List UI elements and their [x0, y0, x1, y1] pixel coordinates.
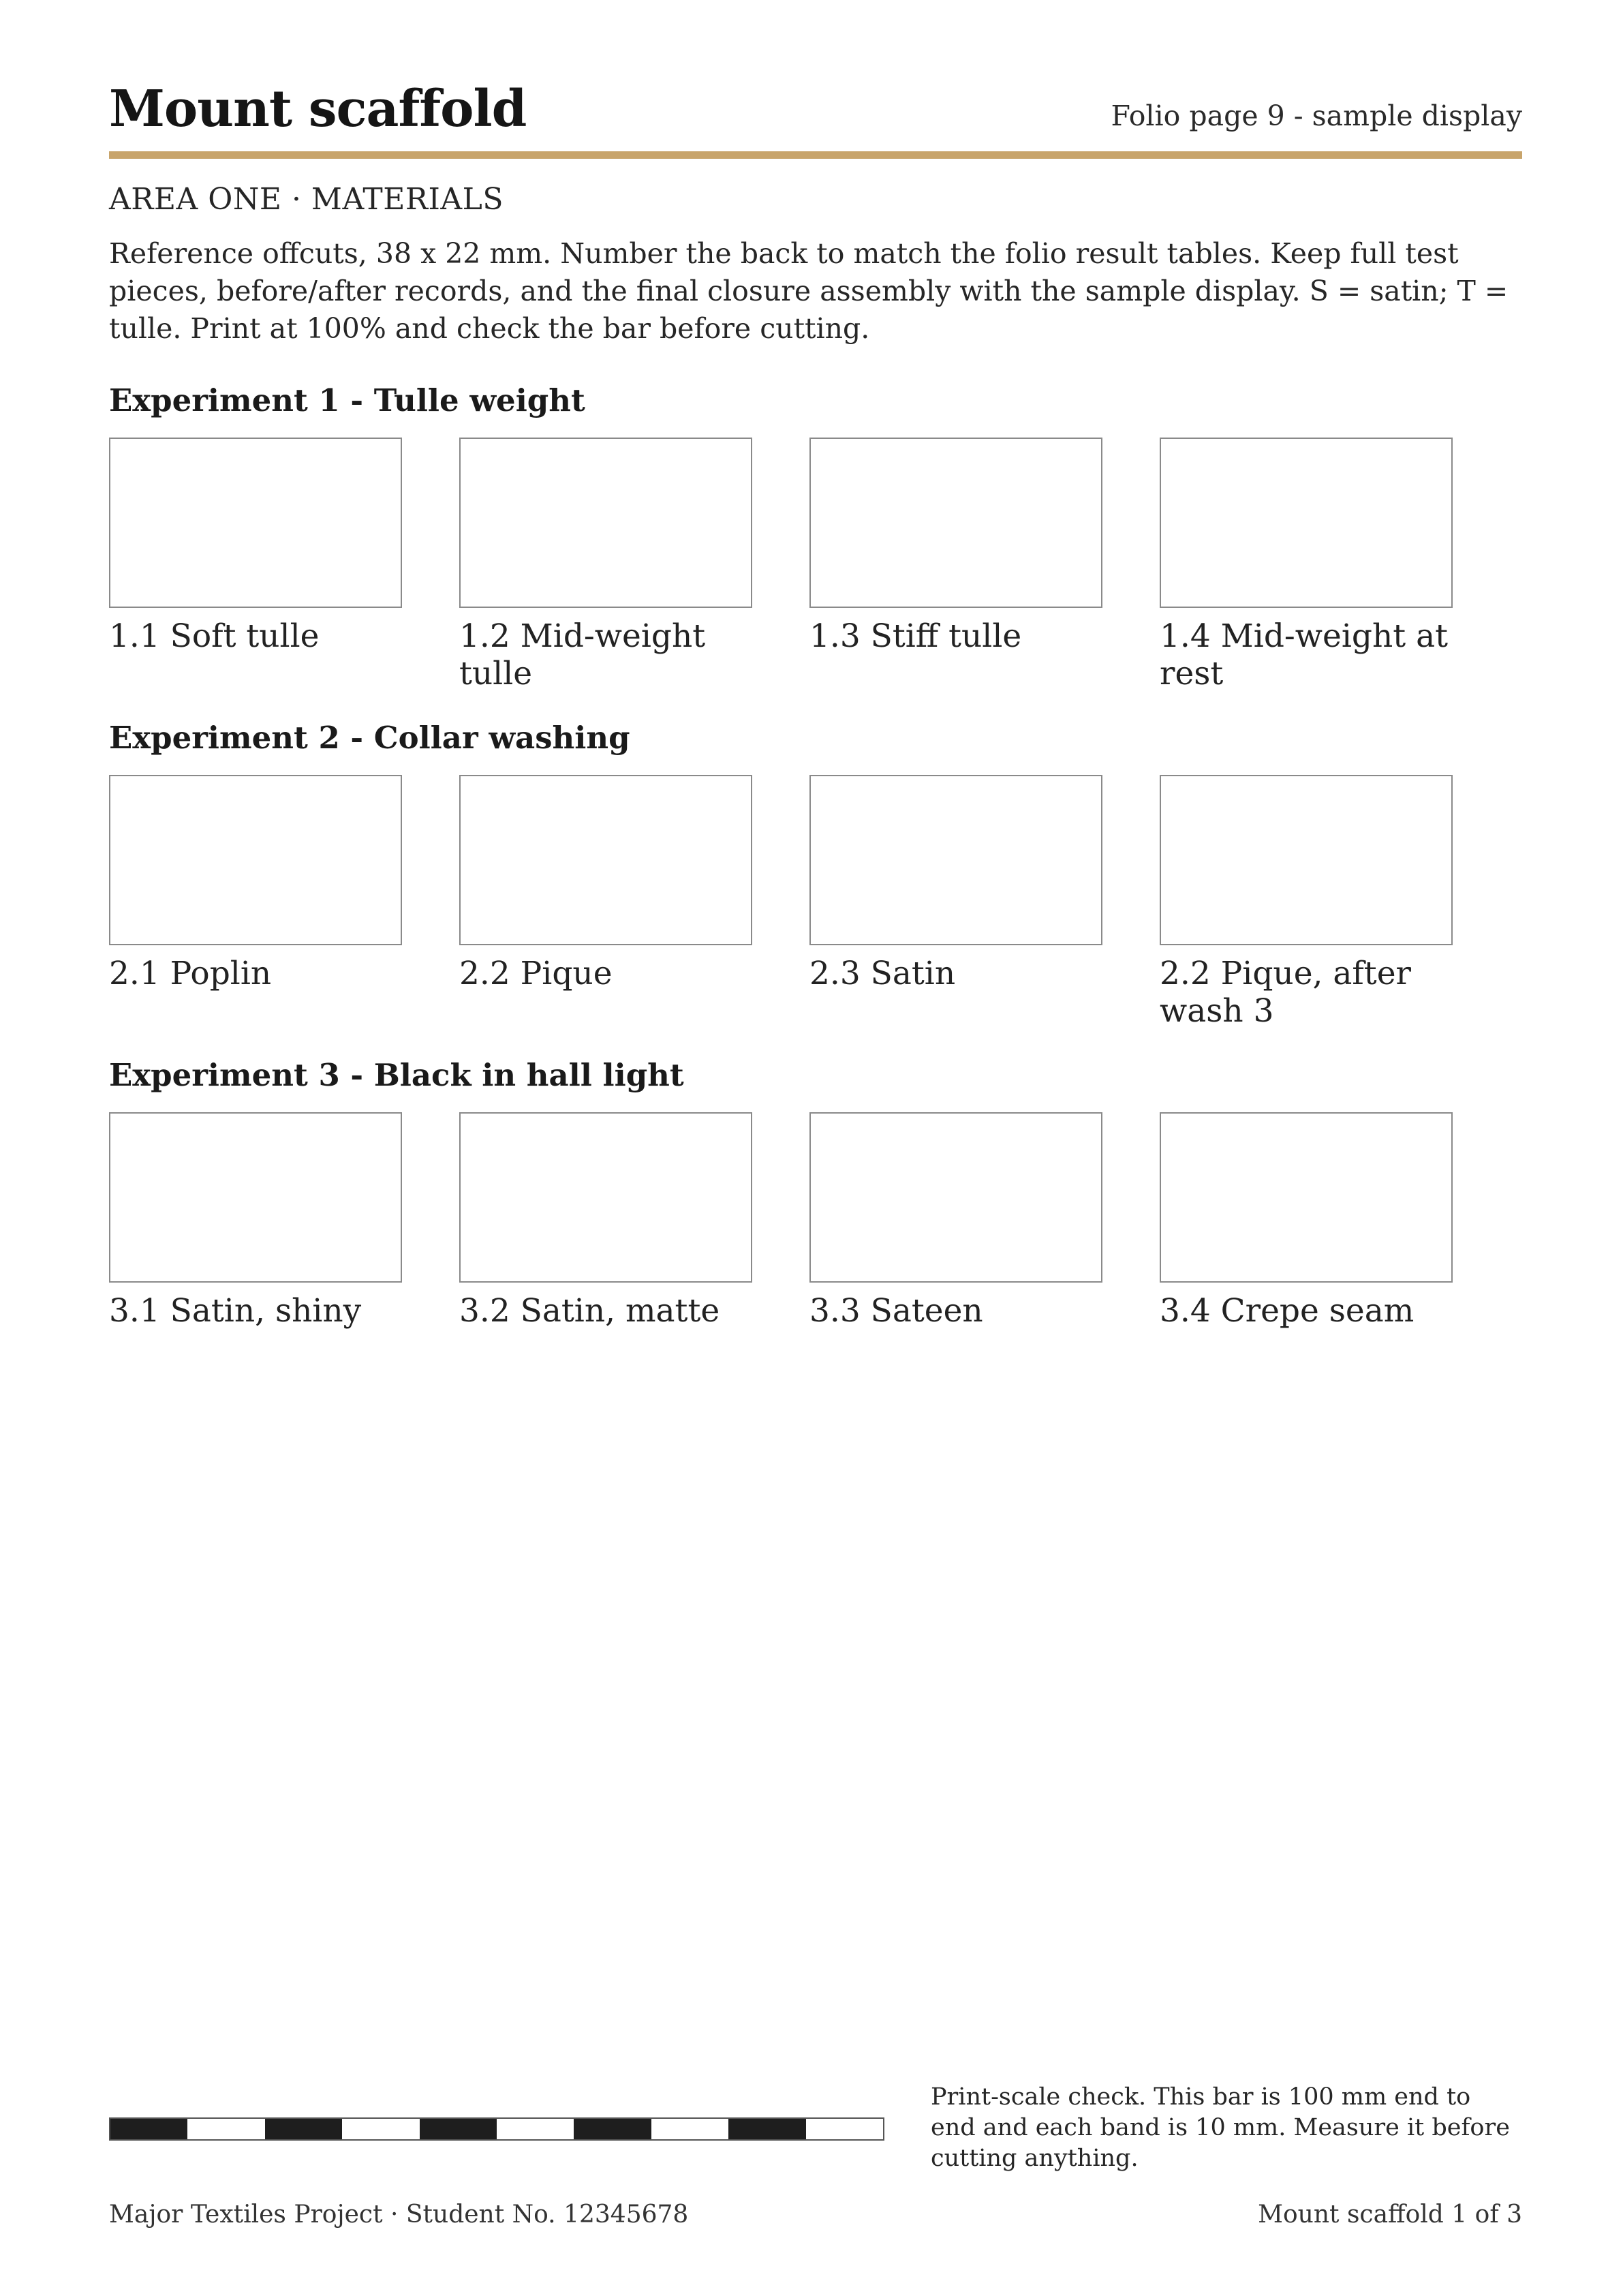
swatch-box-1-1: [109, 438, 402, 608]
print-scale-bar: [109, 2117, 884, 2141]
swatch-box-3-3: [809, 1112, 1102, 1283]
area-label: AREA ONE · MATERIALS: [109, 182, 504, 217]
swatch-label-3-3: 3.3 Sateen: [809, 1292, 983, 1330]
scale-band: [497, 2119, 574, 2139]
swatch-label-2-2: 2.2 Pique: [459, 955, 613, 992]
scale-band: [110, 2119, 187, 2139]
swatch-label-3-4: 3.4 Crepe seam: [1160, 1292, 1415, 1330]
footer-project-info: Major Textiles Project · Student No. 12345678: [109, 2201, 689, 2229]
experiment-2-heading: Experiment 2 - Collar washing: [109, 720, 630, 756]
swatch-label-1-2: 1.2 Mid-weight tulle: [459, 617, 706, 692]
swatch-box-1-2: [459, 438, 752, 608]
swatch-label-1-3: 1.3 Stiff tulle: [809, 617, 1022, 655]
scale-band: [574, 2119, 651, 2139]
swatch-label-1-1: 1.1 Soft tulle: [109, 617, 320, 655]
page-title: Mount scaffold: [109, 80, 527, 138]
swatch-label-2-3: 2.3 Satin: [809, 955, 956, 992]
swatch-box-1-3: [809, 438, 1102, 608]
scale-band: [728, 2119, 805, 2139]
swatch-box-2-1: [109, 775, 402, 945]
scale-band: [187, 2119, 264, 2139]
swatch-label-3-2: 3.2 Satin, matte: [459, 1292, 720, 1330]
scale-band: [342, 2119, 419, 2139]
document-page: [109, 0, 1522, 2296]
swatch-label-2-4: 2.2 Pique, after wash 3: [1160, 955, 1411, 1030]
swatch-box-3-4: [1160, 1112, 1453, 1283]
scale-band: [806, 2119, 883, 2139]
swatch-box-3-1: [109, 1112, 402, 1283]
scale-band: [651, 2119, 728, 2139]
swatch-label-2-1: 2.1 Poplin: [109, 955, 272, 992]
folio-reference: Folio page 9 - sample display: [1111, 100, 1522, 132]
footer-page-number: Mount scaffold 1 of 3: [1258, 2201, 1522, 2229]
swatch-box-2-2: [459, 775, 752, 945]
swatch-box-2-4: [1160, 775, 1453, 945]
swatch-label-1-4: 1.4 Mid-weight at rest: [1160, 617, 1448, 692]
experiment-1-heading: Experiment 1 - Tulle weight: [109, 382, 585, 418]
experiment-3-heading: Experiment 3 - Black in hall light: [109, 1057, 684, 1093]
scale-band: [265, 2119, 342, 2139]
scale-band: [420, 2119, 497, 2139]
print-scale-note: Print-scale check. This bar is 100 mm end to end and each band is 10 mm. Measure it before cutting anything.: [931, 2083, 1510, 2172]
swatch-box-1-4: [1160, 438, 1453, 608]
swatch-box-2-3: [809, 775, 1102, 945]
header-rule: [109, 151, 1522, 159]
intro-paragraph: Reference offcuts, 38 x 22 mm. Number the back to match the folio result tables. Keep full test pieces, before/after records, and the final closure assembly with the sample display. S = satin; T = tulle. Print at 100% and check the bar before cutting.: [109, 237, 1509, 345]
swatch-box-3-2: [459, 1112, 752, 1283]
page-header: [109, 75, 1522, 143]
swatch-label-3-1: 3.1 Satin, shiny: [109, 1292, 362, 1330]
